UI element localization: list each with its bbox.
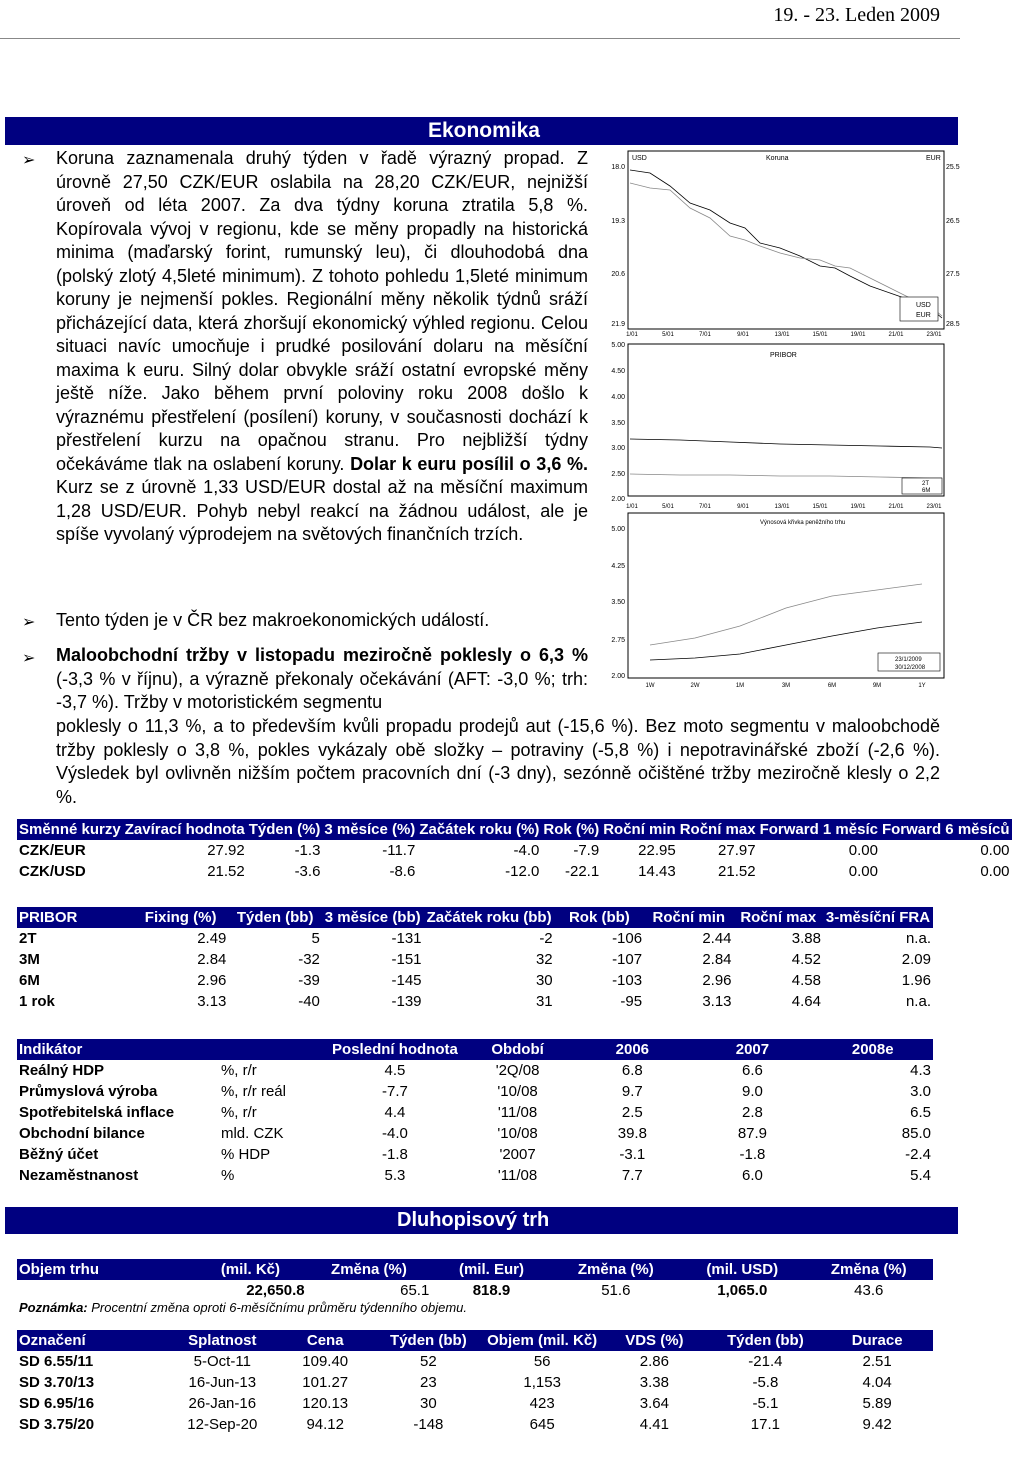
table-row xyxy=(17,949,933,970)
yield-xtick: 1M xyxy=(735,683,745,689)
table-row xyxy=(17,1280,933,1301)
bond-cell: 4.04 xyxy=(862,1374,892,1391)
bond-cell: 3.38 xyxy=(639,1374,669,1391)
bond-header-cell: Týden (bb) xyxy=(390,1332,467,1349)
indicator-cell: %, r/r xyxy=(220,1062,257,1079)
fx-cell: -11.7 xyxy=(382,842,416,859)
paragraph-events: Tento týden je v ČR bez makroekonomických událostí. xyxy=(56,610,490,630)
indicator-cell: -1.8 xyxy=(382,1146,408,1163)
pribor-table-header xyxy=(17,907,933,928)
indicator-cell: 6.0 xyxy=(742,1167,763,1184)
bond-cell: SD 3.75/20 xyxy=(19,1416,95,1433)
fx-header-cell: Forward 1 měsíc xyxy=(759,821,878,838)
bond-cell: 423 xyxy=(529,1395,555,1412)
table-row xyxy=(17,928,933,949)
indicator-cell: 2.5 xyxy=(621,1104,643,1121)
bond-header-cell: VDS (%) xyxy=(625,1332,684,1349)
indicator-cell: 9.0 xyxy=(742,1083,763,1100)
pribor-cell: 2.96 xyxy=(702,972,732,989)
bond-cell: 2.51 xyxy=(862,1353,892,1370)
indicator-cell: -3.1 xyxy=(619,1146,646,1163)
header-divider xyxy=(0,38,960,39)
pribor-cell: 2.84 xyxy=(197,951,227,968)
pribor-header-cell: Začátek roku (bb) xyxy=(426,909,552,926)
pribor-cell: -151 xyxy=(391,951,422,968)
chart-pribor xyxy=(611,342,944,510)
fx-table xyxy=(17,819,1012,882)
volume-header-cell: (mil. Eur) xyxy=(458,1261,524,1278)
pribor-cell: 3.13 xyxy=(702,993,732,1010)
bond-header-cell: Durace xyxy=(851,1332,903,1349)
paragraph-retail-rest: poklesly o 11,3 %, a to především kvůli propadu prodejů aut (-15,6 %). Bez moto segmentu v maloobchodě tržby poklesly o 3,8 %, pokles vykázaly obě složky – potraviny (-5,8 %) i nepotravinářské zboží (-2,6 %). Výsledek byl ovlivněn nižším počtem pracovních dní (-3 dny), sezónně očištěné tržby meziročně klesly o 2,2 %. xyxy=(56,716,940,807)
fx-header-cell: Začátek roku (%) xyxy=(419,821,540,838)
yield-xtick: 6M xyxy=(827,683,837,689)
fx-cell: 22.95 xyxy=(638,842,676,859)
volume-cell: 51.6 xyxy=(601,1282,631,1299)
indicator-cell: '10/08 xyxy=(497,1083,538,1100)
volume-header-cell: Změna (%) xyxy=(830,1261,907,1278)
bond-header-cell: Objem (mil. Kč) xyxy=(487,1332,598,1349)
bond-cell: 30 xyxy=(420,1395,437,1412)
koruna-xtick: 5/01 xyxy=(662,332,674,338)
koruna-ytick-right: 28.5 xyxy=(946,321,960,328)
indicator-cell: mld. CZK xyxy=(220,1125,284,1142)
pribor-cell: 4.64 xyxy=(791,993,821,1010)
koruna-xtick: 13/01 xyxy=(774,332,790,338)
indicator-cell: 5.3 xyxy=(384,1167,406,1184)
paragraph-lead: Koruna zaznamenala druhý týden v řadě výrazný propad. Z úrovně 27,50 CZK/EUR oslabila na 28,20 CZK/EUR, xyxy=(56,148,588,192)
indicator-cell: %, r/r xyxy=(220,1104,257,1121)
indicator-cell: 2.8 xyxy=(742,1104,763,1121)
koruna-xtick: 23/01 xyxy=(926,332,942,338)
fx-cell: 0.00 xyxy=(848,842,878,859)
pribor-cell: 3.13 xyxy=(197,993,227,1010)
indicator-cell: -7.7 xyxy=(382,1083,408,1100)
indicator-header-cell: Období xyxy=(491,1041,544,1058)
retail-body: (-3,3 % v říjnu), a výrazně překonaly očekávání (AFT: -3,0 %; trh: -3,7 %). Tržby v motoristickém segmentu xyxy=(56,668,588,712)
pribor-cell: -107 xyxy=(612,951,643,968)
bond-cell: 120.13 xyxy=(302,1395,349,1412)
pribor-ytick: 3.50 xyxy=(611,420,625,427)
pribor-cell: -32 xyxy=(298,951,320,968)
volume-header-cell: Změna (%) xyxy=(577,1261,654,1278)
pribor-cell: 3M xyxy=(19,951,40,968)
yield-ytick: 2.00 xyxy=(611,673,625,680)
fx-table-header xyxy=(17,819,1012,840)
pribor-cell: 30 xyxy=(535,972,553,989)
indicator-cell: 85.0 xyxy=(901,1125,931,1142)
koruna-legend-usd: USD xyxy=(916,302,931,309)
fx-cell: -22.1 xyxy=(565,863,600,880)
koruna-ytick-right: 27.5 xyxy=(946,271,960,278)
bond-cell: 109.40 xyxy=(302,1353,349,1370)
table-row xyxy=(17,1102,933,1123)
indicator-cell: -2.4 xyxy=(905,1146,931,1163)
fx-cell: -1.3 xyxy=(294,842,321,859)
volume-header-cell: (mil. USD) xyxy=(706,1261,779,1278)
indicator-cell: -4.0 xyxy=(382,1125,408,1142)
yield-xtick: 1W xyxy=(645,683,655,689)
indicator-header-cell: 2008e xyxy=(851,1041,894,1058)
fx-header-cell: Směnné kurzy xyxy=(19,821,121,838)
indicator-cell: '2007 xyxy=(499,1146,536,1163)
fx-cell: CZK/USD xyxy=(19,863,86,880)
indicator-cell: 9.7 xyxy=(621,1083,643,1100)
indicator-header-cell: 2006 xyxy=(615,1041,650,1058)
indicator-table xyxy=(17,1039,933,1186)
pribor-xtick: 19/01 xyxy=(850,504,866,510)
bond-cell: 3.64 xyxy=(639,1395,669,1412)
bond-cell: SD 6.95/16 xyxy=(19,1395,95,1412)
pribor-cell: 2.44 xyxy=(702,930,732,947)
fx-cell: -3.6 xyxy=(294,863,321,880)
chart-yield-curve xyxy=(611,513,944,689)
koruna-ytick-right: 26.5 xyxy=(946,218,960,225)
table-row xyxy=(17,840,1012,861)
pribor-xtick: 23/01 xyxy=(926,504,942,510)
bullet-arrow-icon: ➢ xyxy=(22,614,36,631)
bond-cell: 2.86 xyxy=(639,1353,669,1370)
koruna-xtick: 9/01 xyxy=(737,332,749,338)
yield-xtick: 9M xyxy=(872,683,882,689)
pribor-cell: 31 xyxy=(535,993,553,1010)
bond-cell: -21.4 xyxy=(748,1353,783,1370)
bond-cell: 5.89 xyxy=(862,1395,892,1412)
pribor-cell: 4.58 xyxy=(791,972,821,989)
indicator-cell: 7.7 xyxy=(621,1167,643,1184)
pribor-cell: -106 xyxy=(612,930,643,947)
table-row xyxy=(17,1393,933,1414)
bond-cell: 5-Oct-11 xyxy=(193,1353,251,1370)
pribor-cell: -95 xyxy=(620,993,643,1010)
section-title: Ekonomika xyxy=(427,119,540,142)
indicator-cell: 6.6 xyxy=(742,1062,763,1079)
volume-table-header xyxy=(17,1259,933,1280)
indicator-cell: Průmyslová výroba xyxy=(19,1083,158,1100)
section-banner-bonds xyxy=(5,1207,958,1234)
fx-cell: 0.00 xyxy=(980,863,1010,880)
pribor-cell: 2.49 xyxy=(197,930,227,947)
table-row xyxy=(17,1414,933,1435)
pribor-legend-2t: 2T xyxy=(922,481,930,487)
volume-cell: 65.1 xyxy=(400,1282,430,1299)
pribor-cell: 32 xyxy=(535,951,553,968)
pribor-title: PRIBOR xyxy=(770,352,797,359)
indicator-cell: 4.4 xyxy=(384,1104,406,1121)
pribor-header-cell: PRIBOR xyxy=(19,909,78,926)
fx-cell: -8.6 xyxy=(389,863,416,880)
koruna-xtick: 21/01 xyxy=(888,332,904,338)
pribor-cell: 2.09 xyxy=(901,951,931,968)
koruna-ytick: 21.9 xyxy=(611,321,625,328)
fx-cell: 21.52 xyxy=(207,863,245,880)
bond-cell: 17.1 xyxy=(750,1416,780,1433)
volume-cell: 1,065.0 xyxy=(717,1282,768,1299)
indicator-cell: Obchodní bilance xyxy=(19,1125,145,1142)
pribor-ytick: 2.50 xyxy=(611,471,625,478)
indicator-cell: 39.8 xyxy=(617,1125,647,1142)
indicator-header-cell: 2007 xyxy=(735,1041,770,1058)
volume-cell: 818.9 xyxy=(472,1282,511,1299)
table-row xyxy=(17,991,933,1012)
indicator-cell: Nezaměstnanost xyxy=(19,1167,139,1184)
volume-cell: 22,650.8 xyxy=(246,1282,305,1299)
fx-cell: 0.00 xyxy=(848,863,878,880)
table-row xyxy=(17,1372,933,1393)
bond-cell: 94.12 xyxy=(306,1416,344,1433)
bond-cell: -148 xyxy=(413,1416,444,1433)
bond-cell: 16-Jun-13 xyxy=(188,1374,257,1391)
pribor-header-cell: Roční max xyxy=(740,909,817,926)
pribor-header-cell: Roční min xyxy=(652,909,726,926)
koruna-ytick-right: 25.5 xyxy=(946,164,960,171)
yield-legend-2008: 30/12/2008 xyxy=(895,665,926,671)
indicator-cell: 4.3 xyxy=(910,1062,931,1079)
bond-header-cell: Týden (bb) xyxy=(727,1332,804,1349)
bond-cell: 26-Jan-16 xyxy=(188,1395,257,1412)
table-row xyxy=(17,1165,933,1186)
pribor-header-cell: 3 měsíce (bb) xyxy=(324,909,421,926)
pribor-cell: -40 xyxy=(298,993,320,1010)
pribor-cell: -145 xyxy=(391,972,422,989)
note-text: Procentní změna oproti 6-měsíčnímu průměru týdenního objemu. xyxy=(91,1300,468,1315)
volume-cell xyxy=(17,1280,194,1301)
bond-cell: 645 xyxy=(529,1416,555,1433)
pribor-cell: n.a. xyxy=(905,930,931,947)
pribor-ytick: 4.50 xyxy=(611,368,625,375)
pribor-table xyxy=(17,907,933,1012)
bond-cell: -5.1 xyxy=(752,1395,779,1412)
paragraph-koruna xyxy=(56,147,588,547)
fx-header-cell: Zavírací hodnota xyxy=(124,821,245,838)
bullet-arrow-icon: ➢ xyxy=(22,650,36,667)
pribor-cell: -139 xyxy=(391,993,422,1010)
bond-cell: 9.42 xyxy=(862,1416,892,1433)
pribor-xtick: 13/01 xyxy=(774,504,790,510)
pribor-ytick: 5.00 xyxy=(611,342,625,349)
bond-cell: 4.41 xyxy=(639,1416,669,1433)
paragraph-highlight: Dolar k euru posílil o 3,6 %. xyxy=(350,453,588,474)
bond-cell: 12-Sep-20 xyxy=(187,1416,258,1433)
pribor-cell: 4.52 xyxy=(791,951,821,968)
pribor-xtick: 1/01 xyxy=(626,504,638,510)
pribor-cell: 5 xyxy=(311,930,320,947)
pribor-cell: -2 xyxy=(539,930,553,947)
pribor-xtick: 21/01 xyxy=(888,504,904,510)
page-date: 19. - 23. Leden 2009 xyxy=(773,4,940,26)
pribor-header-cell: Fixing (%) xyxy=(144,909,217,926)
indicator-cell: Reálný HDP xyxy=(19,1062,105,1079)
chart-koruna xyxy=(611,151,959,338)
koruna-right-label: EUR xyxy=(926,155,941,162)
table-row xyxy=(17,861,1012,882)
fx-header-cell: Roční max xyxy=(679,821,756,838)
bond-cell: 23 xyxy=(420,1374,437,1391)
indicator-cell: 6.5 xyxy=(910,1104,931,1121)
koruna-ytick: 19.3 xyxy=(611,218,625,225)
volume-header-cell: Změna (%) xyxy=(331,1261,407,1278)
pribor-xtick: 5/01 xyxy=(662,504,674,510)
fx-header-cell: Rok (%) xyxy=(543,821,600,838)
volume-table xyxy=(17,1259,933,1301)
yield-ytick: 4.25 xyxy=(611,563,625,570)
koruna-left-label: USD xyxy=(632,155,647,162)
pribor-legend-6m: 6M xyxy=(922,488,931,494)
fx-header-cell: 3 měsíce (%) xyxy=(324,821,416,838)
bond-table xyxy=(17,1330,933,1435)
volume-header-cell: Objem trhu xyxy=(19,1261,100,1278)
indicator-cell: 87.9 xyxy=(737,1125,768,1142)
fx-cell: 27.92 xyxy=(207,842,245,859)
koruna-ytick: 20.6 xyxy=(611,271,625,278)
fx-cell: -4.0 xyxy=(513,842,540,859)
table-row xyxy=(17,1060,933,1081)
indicator-cell: 6.8 xyxy=(621,1062,643,1079)
pribor-header-cell: 3-měsíční FRA xyxy=(825,909,931,926)
yield-ytick: 3.50 xyxy=(611,599,625,606)
bond-cell: 56 xyxy=(533,1353,551,1370)
yield-ytick: 2.75 xyxy=(611,637,625,644)
volume-note xyxy=(19,1300,467,1315)
pribor-cell: 3.88 xyxy=(791,930,821,947)
indicator-header-cell xyxy=(219,1039,327,1060)
indicator-cell: % xyxy=(220,1167,235,1184)
pribor-header-cell: Rok (bb) xyxy=(568,909,630,926)
indicator-cell: Běžný účet xyxy=(19,1146,99,1163)
table-row xyxy=(17,1351,933,1372)
pribor-cell: 2T xyxy=(19,930,37,947)
bond-cell: SD 6.55/11 xyxy=(19,1353,94,1370)
pribor-header-cell: Týden (bb) xyxy=(236,909,314,926)
pribor-ytick: 3.00 xyxy=(611,445,625,452)
bond-cell: 1,153 xyxy=(523,1374,561,1391)
bond-cell: SD 3.70/13 xyxy=(19,1374,95,1391)
pribor-cell: -131 xyxy=(391,930,422,947)
koruna-xtick: 7/01 xyxy=(699,332,711,338)
table-row xyxy=(17,1123,933,1144)
koruna-xtick: 19/01 xyxy=(850,332,866,338)
bond-cell: -5.8 xyxy=(752,1374,779,1391)
fx-cell: 21.52 xyxy=(718,863,756,880)
pribor-xtick: 9/01 xyxy=(737,504,749,510)
koruna-ytick: 18.0 xyxy=(611,164,625,171)
indicator-header-cell: Indikátor xyxy=(19,1041,83,1058)
indicator-cell: '2Q/08 xyxy=(495,1062,540,1079)
section-title: Dluhopisový trh xyxy=(397,1209,550,1231)
koruna-legend-eur: EUR xyxy=(916,312,931,319)
yield-xtick: 1Y xyxy=(918,683,926,689)
pribor-ytick: 2.00 xyxy=(611,496,625,503)
yield-xtick: 2W xyxy=(690,683,700,689)
table-row xyxy=(17,970,933,991)
bond-header-cell: Splatnost xyxy=(188,1332,257,1349)
bond-cell: 101.27 xyxy=(302,1374,349,1391)
fx-cell: CZK/EUR xyxy=(19,842,86,859)
paragraph-end: Kurz se z úrovně 1,33 USD/EUR dostal až na měsíční maximum 1,28 USD/EUR. Pohyb nebyl reakcí na žádnou událost, ale je spíše vyvolaný výprodejem na světových finančních trzích. xyxy=(56,477,588,544)
koruna-xtick: 15/01 xyxy=(812,332,828,338)
table-row xyxy=(17,1081,933,1102)
fx-cell: -7.9 xyxy=(573,842,600,859)
pribor-cell: -103 xyxy=(612,972,643,989)
volume-header-cell: (mil. Kč) xyxy=(220,1261,280,1278)
fx-header-cell: Forward 6 měsíců xyxy=(881,821,1010,838)
indicator-cell: '11/08 xyxy=(497,1167,538,1184)
yield-ytick: 5.00 xyxy=(611,526,625,533)
pribor-cell: 2.96 xyxy=(197,972,227,989)
indicator-cell: '10/08 xyxy=(497,1125,538,1142)
bond-table-header xyxy=(17,1330,933,1351)
fx-cell: 27.97 xyxy=(718,842,756,859)
table-row xyxy=(17,1144,933,1165)
pribor-cell: 1 rok xyxy=(19,993,55,1010)
fx-cell: 0.00 xyxy=(980,842,1010,859)
note-label: Poznámka: xyxy=(19,1300,88,1315)
pribor-xtick: 7/01 xyxy=(699,504,711,510)
indicator-cell: Spotřebitelská inflace xyxy=(19,1104,175,1121)
paragraph-retail-lead xyxy=(56,644,588,715)
pribor-cell: 1.96 xyxy=(901,972,931,989)
indicator-cell: % HDP xyxy=(220,1146,271,1163)
retail-highlight: Maloobchodní tržby v listopadu meziročně poklesly o 6,3 % xyxy=(56,645,588,665)
indicator-cell: -1.8 xyxy=(739,1146,766,1163)
bullet-arrow-icon: ➢ xyxy=(22,152,36,169)
yield-legend-2009: 23/1/2009 xyxy=(895,657,922,663)
pribor-ytick: 4.00 xyxy=(611,394,625,401)
bond-header-cell: Cena xyxy=(306,1332,344,1349)
yield-xtick: 3M xyxy=(781,683,791,689)
bond-header-cell: Označení xyxy=(19,1332,86,1349)
bond-cell: 52 xyxy=(420,1353,437,1370)
yield-title: Výnosová křivka peněžního trhu xyxy=(760,520,846,526)
fx-header-cell: Roční min xyxy=(603,821,676,838)
fx-cell: -12.0 xyxy=(505,863,540,880)
pribor-xtick: 15/01 xyxy=(812,504,828,510)
pribor-cell: -39 xyxy=(298,972,320,989)
indicator-table-header xyxy=(17,1039,933,1060)
volume-cell: 43.6 xyxy=(854,1282,884,1299)
pribor-cell: 2.84 xyxy=(702,951,732,968)
paragraph-body: nejnižší úroveň od léta 2007. Za dva týdny koruna ztratila 5,8 %. Kopírovala vývoj v regionu, kde se měny propadly na historická minima (maďarský forint, rumunský leu), či dlouhodobá dna (polský zlotý 4,5leté minimum). Z tohoto pohledu 1,5leté minimum koruny je nejmenší pokles. Regionální měny několik týdnů sráží přicházející data, která zhoršují ekonomický výhled regionu. Celou situaci navíc umocňuje i prudké posilování dolaru na měsíční maxima k euru. Silný dolar obvykle sráží ostatní evropské měny ještě níže. Jako během první poloviny roku 2008 došlo k výraznému přestřelení (posílení) koruny, v současnosti dochází k přestřelení kurzu na opačnou stranu. Pro nejbližší týdny očekáváme tlak na oslabení koruny. xyxy=(56,171,588,474)
pribor-cell: 6M xyxy=(19,972,40,989)
indicator-cell: %, r/r reál xyxy=(220,1083,286,1100)
indicator-cell: 4.5 xyxy=(384,1062,406,1079)
pribor-cell: n.a. xyxy=(905,993,931,1010)
section-banner-ekonomika xyxy=(5,117,958,145)
charts-panel xyxy=(600,148,960,690)
indicator-header-cell: Poslední hodnota xyxy=(332,1041,458,1058)
fx-cell: 14.43 xyxy=(638,863,676,880)
koruna-xtick: 1/01 xyxy=(626,332,638,338)
indicator-cell: 5.4 xyxy=(910,1167,931,1184)
fx-header-cell: Týden (%) xyxy=(248,821,321,838)
indicator-cell: 3.0 xyxy=(910,1083,931,1100)
koruna-title: Koruna xyxy=(766,155,789,162)
indicator-cell: '11/08 xyxy=(497,1104,538,1121)
